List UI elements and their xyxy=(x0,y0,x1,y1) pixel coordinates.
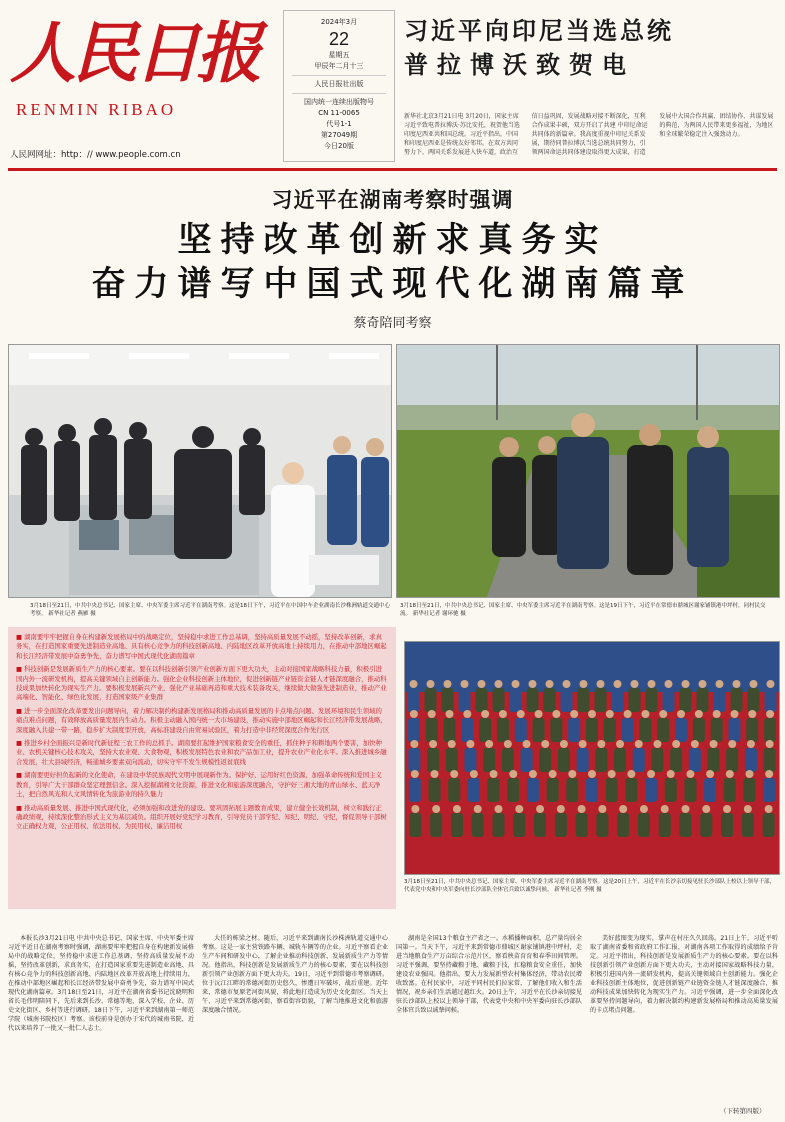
figure-head xyxy=(635,740,643,748)
figure-body xyxy=(596,813,608,837)
top-story-title-2: 普拉博沃致贺电 xyxy=(404,51,635,79)
caption-lab: 3月18日至21日，中共中央总书记、国家主席、中央军委主席习近平在湖南考察。这是18日下午，习近平在中国中车企业湖南长沙株洲轨道交通中心考察。 新华社记者 燕雁 摄 xyxy=(30,603,390,617)
figure-body xyxy=(604,718,616,742)
figure-head xyxy=(546,680,554,688)
figure-body xyxy=(493,688,505,712)
figure-head xyxy=(570,710,578,718)
figure-head xyxy=(598,805,606,813)
figure-head xyxy=(481,710,489,718)
figure-body xyxy=(533,718,545,742)
figure-head xyxy=(627,770,635,778)
serial-code-label: 国内统一连续出版物号 xyxy=(304,98,374,106)
figure-body xyxy=(507,778,519,802)
figure-body xyxy=(408,688,420,712)
figure-head xyxy=(410,680,418,688)
figure-body xyxy=(724,778,736,802)
figure-body xyxy=(651,748,663,772)
figure-head xyxy=(431,770,439,778)
figure-head xyxy=(432,805,440,813)
figure-head xyxy=(466,740,474,748)
figure-body xyxy=(670,748,682,772)
figure-head xyxy=(648,680,656,688)
figure-body xyxy=(743,778,755,802)
figure-head xyxy=(450,770,458,778)
figure-body xyxy=(714,688,726,712)
figure-head xyxy=(411,770,419,778)
figure-body xyxy=(513,813,525,837)
figure-head xyxy=(682,805,690,813)
figure-body xyxy=(731,688,743,712)
date-lunar: 甲辰年二月十三 xyxy=(314,62,364,70)
figure-body xyxy=(464,748,476,772)
figure-head xyxy=(682,680,690,688)
figure-head xyxy=(523,740,531,748)
figure-body xyxy=(479,718,491,742)
figure-body xyxy=(763,813,775,837)
figure-head xyxy=(515,805,523,813)
figure-body xyxy=(472,813,484,837)
figure-body xyxy=(451,813,463,837)
figure-body xyxy=(408,748,420,772)
figure-body xyxy=(578,688,590,712)
figure-body xyxy=(539,748,551,772)
figure-body xyxy=(680,688,692,712)
key-point: ■ 湖南要更好担负起新的文化使命，在建设中华民族现代文明中展现新作为。保护好、运用好红色资源，加强革命传统和爱国主义教育，引导广大干部群众坚定理想信念。深入挖掘湖湘文化资源，推进文化和旅游深度融合，守护好三湘大地的青山绿水、蓝天净土，把自然风光和人文风情转化为旅游业的持久魅力 xyxy=(16,771,388,799)
figure-body xyxy=(625,778,637,802)
figure-head xyxy=(463,710,471,718)
figure-head xyxy=(691,740,699,748)
figure-body xyxy=(748,688,760,712)
photo-lab-visit[interactable] xyxy=(8,344,392,598)
figure-head xyxy=(529,680,537,688)
key-point: ■ 推动高质量发展、推进中国式现代化，必须加强和改进党的建设。要巩固拓展主题教育成果，建立健全长效机制，树立和践行正确政绩观，持续深化整治形式主义为基层减负。组织开展好党纪学习教育，引导党员干部学纪、知纪、明纪、守纪，督促领导干部树立正确权力观，公正用权、依法用权、为民用权、廉洁用权 xyxy=(16,804,388,832)
date-box xyxy=(283,10,395,162)
figure-head xyxy=(552,710,560,718)
top-story-title-1: 习近平向印尼当选总统 xyxy=(404,17,674,45)
figure-body xyxy=(555,813,567,837)
figure-head xyxy=(765,770,773,778)
logo-chinese: 人民日报 xyxy=(10,14,258,92)
figure-head xyxy=(588,770,596,778)
figure-body xyxy=(544,688,556,712)
figure-body xyxy=(746,718,758,742)
body-paragraph: 美好蓝图变为现实，掌声在村庄久久回荡。21日上午，习近平听取了湖南省委和省政府工作汇报，对湖南各项工作取得的成绩给予肯定。习近平指出，科技创新是发展新质生产力的核心要素。要在以科技创新引领产业创新方面下更大功夫，主动对接国家战略科技力量，积极引进国内外一流研发机构，提高关键领域自主创新能力。强化企业科技创新主体地位，促进创新链产业链资金链人才链深度融合，推动科技成果加快转化为现实生产力。习近平强调，进一步全面深化改革要坚持问题导向，着力解决制约构建新发展格局和推动高质量发展的卡点堵点问题。 xyxy=(590,935,778,1014)
figure-body xyxy=(448,778,460,802)
body-column-3 xyxy=(396,934,582,1116)
photo-military-image xyxy=(405,642,779,874)
figure-head xyxy=(495,805,503,813)
headline-line-2[interactable]: 奋力谱写中国式现代化湖南篇章 xyxy=(91,264,694,304)
photo-field-image xyxy=(397,345,779,597)
figure-body xyxy=(488,778,500,802)
figure-head xyxy=(702,805,710,813)
figure-head xyxy=(672,740,680,748)
figure-body xyxy=(497,718,509,742)
figure-head xyxy=(677,710,685,718)
figure-body xyxy=(550,718,562,742)
figure-head xyxy=(461,680,469,688)
figure-head xyxy=(446,710,454,718)
figure-head xyxy=(557,805,565,813)
figure-body xyxy=(527,778,539,802)
top-story-col-2: 中印尼命运共同体的新篇章。我高度重视中印尼关系发展，期待同普拉博沃当选总统共同努力，引领两国命运共同体建设取得更大成果，打造发展中大国合作共赢、团结协作、共谋发展的典范，为两国人民带来更多福祉，为地区和全球繁荣稳定注入强劲动力。 xyxy=(531,113,774,156)
figure-head xyxy=(713,710,721,718)
figure-head xyxy=(579,740,587,748)
figure-body xyxy=(680,813,692,837)
figure-body xyxy=(657,718,669,742)
masthead-divider xyxy=(8,168,777,171)
figure-body xyxy=(534,813,546,837)
figure-head xyxy=(619,805,627,813)
figure-head xyxy=(410,740,418,748)
figure-head xyxy=(453,805,461,813)
figure-body xyxy=(764,718,776,742)
figure-body xyxy=(629,688,641,712)
issue-number: 第27049期 xyxy=(320,131,358,139)
top-story-body xyxy=(404,112,779,162)
figure-head xyxy=(733,680,741,688)
postal-code: 代号1-1 xyxy=(326,120,352,128)
figure-head xyxy=(563,680,571,688)
figure-body xyxy=(689,748,701,772)
key-point: ■ 进一步全面深化改革要发出问题导向，着力解决制约构建新发展格局和推动高质量发展的卡点堵点问题、发展环境和民生领域的痛点难点问题，有效释放高质量发展内生动力。积极主动融入国内统一大市场建设，推动实施中部地区崛起和长江经济带发展战略，深度融入共建一带一路，稳步扩大制度型开放，高标准建设自由贸易试验区，着力打造中非经贸深度合作先行区 xyxy=(16,707,388,735)
figure-head xyxy=(444,680,452,688)
figure-body xyxy=(614,748,626,772)
figure-head xyxy=(410,710,418,718)
headline-kicker: 习近平在湖南考察时强调 xyxy=(271,188,514,212)
figure-body xyxy=(430,813,442,837)
body-paragraph: 湖南是全国13个粮食主产省之一。水稻播种面积、总产量均居全国第一。当天下午，习近平来到常德市鼎城区谢家铺镇港中坪村，走进当地粮食生产万亩综合示范片区，察看秧苗育育和春季田间管理。习近平强调，要坚持藏粮于地、藏粮于技，扛稳粮食安全重任，加快建设农业强国。他指出，要大力发展新型农村集体经济，带动农民增收致富。在村民家中，习近平同村民们拉家常，了解他们收入和生活情况，祝乡亲们生活越过越红火。20日上午，习近平在长沙亲切接见驻长沙部队上校以上领导干部，代表党中央和中央军委向驻长沙部队全体官兵致以诚挚问候。 xyxy=(396,935,582,1014)
logo-english: RENMIN RIBAO xyxy=(16,100,177,119)
figure-head xyxy=(597,740,605,748)
figure-head xyxy=(665,680,673,688)
figure-body xyxy=(502,748,514,772)
figure-head xyxy=(748,710,756,718)
figure-head xyxy=(747,740,755,748)
figure-body xyxy=(646,688,658,712)
figure-head xyxy=(448,740,456,748)
figure-body xyxy=(645,778,657,802)
figure-head xyxy=(536,805,544,813)
figure-head xyxy=(606,710,614,718)
figure-body xyxy=(521,748,533,772)
figure-head xyxy=(686,770,694,778)
figure-body xyxy=(708,748,720,772)
figure-body xyxy=(659,813,671,837)
top-story[interactable] xyxy=(404,14,779,94)
figure-body xyxy=(568,718,580,742)
figure-head xyxy=(631,680,639,688)
figure-body xyxy=(639,718,651,742)
figure-head xyxy=(614,680,622,688)
figure-body xyxy=(459,688,471,712)
figure-body xyxy=(617,813,629,837)
figure-head xyxy=(597,680,605,688)
figure-body xyxy=(638,813,650,837)
figure-body xyxy=(728,718,740,742)
figure-head xyxy=(512,680,520,688)
figure-head xyxy=(549,770,557,778)
figure-body xyxy=(606,778,618,802)
figure-head xyxy=(728,740,736,748)
figure-head xyxy=(560,740,568,748)
photo-lab-image xyxy=(9,345,391,597)
body-column-4 xyxy=(590,934,778,1104)
figure-head xyxy=(509,770,517,778)
figure-body xyxy=(595,748,607,772)
figure-head xyxy=(661,805,669,813)
figure-body xyxy=(764,748,776,772)
figure-head xyxy=(616,740,624,748)
figure-body xyxy=(476,688,488,712)
figure-head xyxy=(490,770,498,778)
page-count: 今日20版 xyxy=(324,142,354,150)
figure-head xyxy=(499,710,507,718)
photo-military-group[interactable] xyxy=(404,641,780,875)
figure-body xyxy=(697,688,709,712)
figure-body xyxy=(704,778,716,802)
byline: 蔡奇陪同考察 xyxy=(353,316,432,331)
figure-body xyxy=(711,718,723,742)
figure-body xyxy=(612,688,624,712)
figure-head xyxy=(427,680,435,688)
figure-head xyxy=(624,710,632,718)
key-point: ■ 推进乡村全面振兴是新时代新征程三农工作的总抓手。湖南要扛起维护国家粮食安全的重任，抓住种子和耕地两个要害，加快种业、农机关键核心技术攻关，坚持大农业观、大食物观，积极发展特色农业和农产品加工业，提升农业产业化水平。深入推进城乡融合发展，壮大县域经济，畅通城乡要素双向流动，切实守牢不发生规模性返贫底线 xyxy=(16,739,388,767)
figure-body xyxy=(515,718,527,742)
figure-body xyxy=(675,718,687,742)
figure-head xyxy=(730,710,738,718)
body-column-2 xyxy=(202,934,388,1116)
figure-head xyxy=(429,740,437,748)
body-paragraph: 本报长沙3月21日电 中共中央总书记、国家主席、中央军委主席习近平近日在湖南考察时强调，湖南要牢牢把握自身在构建新发展格局中的战略定位，坚持稳中求进工作总基调，坚持高质量发展不动摇，坚持改革创新，求真务实，在打造国家重要先进制造业高地、具有核心竞争力的科技创新高地、内陆地区改革开放高地上持续用力，在推动中部地区崛起和长江经济带发展中奋勇争先，奋力谱写中国式现代化湖南篇章。3月18日至21日，习近平在湖南省委书记沈晓明和省长毛伟明陪同下，先后来到长沙、常德等地，深入学校、企业、历史文化街区、乡村等进行调研。18日下午，习近平来到湖南第一师范学院（城南书院校区）考察。该校前身是创办于宋代的城南书院，近代以来培养了一批又一批仁人志士。 xyxy=(8,935,194,1032)
photo-field-visit[interactable] xyxy=(396,344,780,598)
figure-body xyxy=(426,718,438,742)
figure-body xyxy=(700,813,712,837)
figure-head xyxy=(695,710,703,718)
figure-head xyxy=(745,770,753,778)
figure-head xyxy=(653,740,661,748)
figure-body xyxy=(493,813,505,837)
figure-head xyxy=(504,740,512,748)
serial-code: CN 11-0065 xyxy=(318,109,360,117)
figure-body xyxy=(586,718,598,742)
website-label[interactable]: 人民网网址：http：// www.people.com.cn xyxy=(10,150,181,160)
figure-body xyxy=(558,748,570,772)
figure-head xyxy=(588,710,596,718)
figure-head xyxy=(716,680,724,688)
figure-head xyxy=(766,740,774,748)
figure-body xyxy=(684,778,696,802)
figure-head xyxy=(470,770,478,778)
figure-body xyxy=(663,688,675,712)
caption-field: 3月18日至21日，中共中央总书记、国家主席、中央军委主席习近平在湖南考察。这是19日下午，习近平在常德市鼎城区谢家铺镇港中坪村，同村民交流。 新华社记者 谢环驰 摄 xyxy=(400,603,766,617)
figure-head xyxy=(710,740,718,748)
figure-body xyxy=(726,748,738,772)
figure-body xyxy=(576,813,588,837)
figure-head xyxy=(568,770,576,778)
figure-body xyxy=(577,748,589,772)
figure-head xyxy=(541,740,549,748)
figure-head xyxy=(765,805,773,813)
figure-body xyxy=(527,688,539,712)
figure-body xyxy=(429,778,441,802)
figure-body xyxy=(444,718,456,742)
figure-body xyxy=(427,748,439,772)
figure-body xyxy=(566,778,578,802)
figure-head xyxy=(411,805,419,813)
figure-head xyxy=(478,680,486,688)
figure-head xyxy=(767,680,775,688)
figure-head xyxy=(723,805,731,813)
figure-head xyxy=(750,680,758,688)
figure-body xyxy=(446,748,458,772)
figure-head xyxy=(485,740,493,748)
figure-body xyxy=(665,778,677,802)
figure-head xyxy=(726,770,734,778)
publisher-label: 人民日报社出版 xyxy=(314,80,364,88)
figure-body xyxy=(633,748,645,772)
figure-body xyxy=(622,718,634,742)
figure-head xyxy=(495,680,503,688)
continue-note[interactable]: （下转第四版） xyxy=(720,1107,766,1115)
figure-body xyxy=(409,778,421,802)
figure-head xyxy=(699,680,707,688)
figure-head xyxy=(640,805,648,813)
figure-head xyxy=(641,710,649,718)
figure-head xyxy=(659,710,667,718)
figure-body xyxy=(765,688,777,712)
figure-body xyxy=(561,688,573,712)
figure-head xyxy=(608,770,616,778)
figure-head xyxy=(535,710,543,718)
figure-head xyxy=(667,770,675,778)
figure-body xyxy=(425,688,437,712)
figure-body xyxy=(408,718,420,742)
figure-body xyxy=(468,778,480,802)
figure-body xyxy=(763,778,775,802)
caption-military: 3月18日至21日，中共中央总书记、国家主席、中央军委主席习近平在湖南考察。这是20日上午，习近平在长沙亲切接见驻长沙部队上校以上领导干部，代表党中央和中央军委向驻长沙部队全体官兵致以诚挚问候。 新华社记者 李刚 摄 xyxy=(404,879,775,893)
figure-head xyxy=(580,680,588,688)
figure-head xyxy=(744,805,752,813)
figure-head xyxy=(517,710,525,718)
figure-body xyxy=(442,688,454,712)
figure-body xyxy=(510,688,522,712)
date-day: 22 xyxy=(328,29,350,49)
masthead-logo xyxy=(10,8,272,118)
key-point: ■ 湖南要牢牢把握自身在构建新发展格局中的战略定位，坚持稳中求进工作总基调，坚持高质量发展不动摇，坚持改革创新，求真务实，在打造国家重要先进制造业高地、具有核心竞争力的科技创新高地、内陆地区改革开放高地上持续用力，在推动中部地区崛起和长江经济带发展中奋勇争先，奋力谱写中国式现代化湖南篇章 xyxy=(16,633,388,661)
figure-head xyxy=(428,710,436,718)
body-paragraph: 大任的栋梁之材。随后，习近平来到湖南长沙株洲轨道交通中心考察。这是一家主营铁路车辆、城轨车辆等的企业。习近平察看企业生产车间和研发中心，了解企业推动科技创新、发展新质生产力等情况。他指出，科技创新是发展新质生产力的核心要素，要在以科技创新引领产业创新方面下更大功夫。19日，习近平到常德市考察调研。位于沅江江畔的常德河街历史悠久，惨遭日军破坏，战后重建。近年来，常德市复原老河街风貌，将此地打造成为历史文化街区。当天上午，习近平来到常德河街，察看街容街貌，了解当地推进文化和旅游深度融合情况。 xyxy=(202,935,388,1014)
figure-body xyxy=(742,813,754,837)
figure-body xyxy=(483,748,495,772)
key-point: ■ 科技创新是发展新质生产力的核心要素。要在以科技创新引领产业创新方面下更大功夫，主动对接国家战略科技力量，积极引进国内外一流研发机构，提高关键领域自主创新能力。强化企业科技创新主体地位，促进创新链产业链资金链人才链深度融合，推动科技成果加快转化为现实生产力。要积极发展新兴产业，强化产业基础再造和重大技术装备攻关，继续做大做强先进制造业，推动产业高端化、智能化、绿色化发展，打造国家级产业集群 xyxy=(16,665,388,703)
top-story-col-1: 新华社北京3月21日电 3月20日，国家主席习近平致电普拉博沃·苏比安托，祝贺他当选印度尼西亚共和国总统。习近平指出，中国和印度尼西亚是传统友好邻邦。在双方共同努力下，两国关系发展进入快车道，政治互信日益巩固，发展战略对接不断深化，互利合作成果丰硕，双方开启了共建 xyxy=(404,113,646,156)
figure-body xyxy=(547,778,559,802)
figure-head xyxy=(766,710,774,718)
figure-head xyxy=(706,770,714,778)
figure-head xyxy=(474,805,482,813)
figure-body xyxy=(409,813,421,837)
figure-head xyxy=(578,805,586,813)
figure-body xyxy=(693,718,705,742)
figure-body xyxy=(461,718,473,742)
headline-line-1[interactable]: 坚持改革创新求真务实 xyxy=(177,220,608,260)
figure-head xyxy=(647,770,655,778)
figure-body xyxy=(595,688,607,712)
figure-body xyxy=(721,813,733,837)
figure-head xyxy=(529,770,537,778)
figure-body xyxy=(586,778,598,802)
date-weekday: 星期五 xyxy=(328,51,350,59)
body-column-1 xyxy=(8,934,194,1116)
key-points-box xyxy=(8,627,396,909)
date-year-month: 2024年3月 xyxy=(320,18,358,26)
figure-body xyxy=(745,748,757,772)
